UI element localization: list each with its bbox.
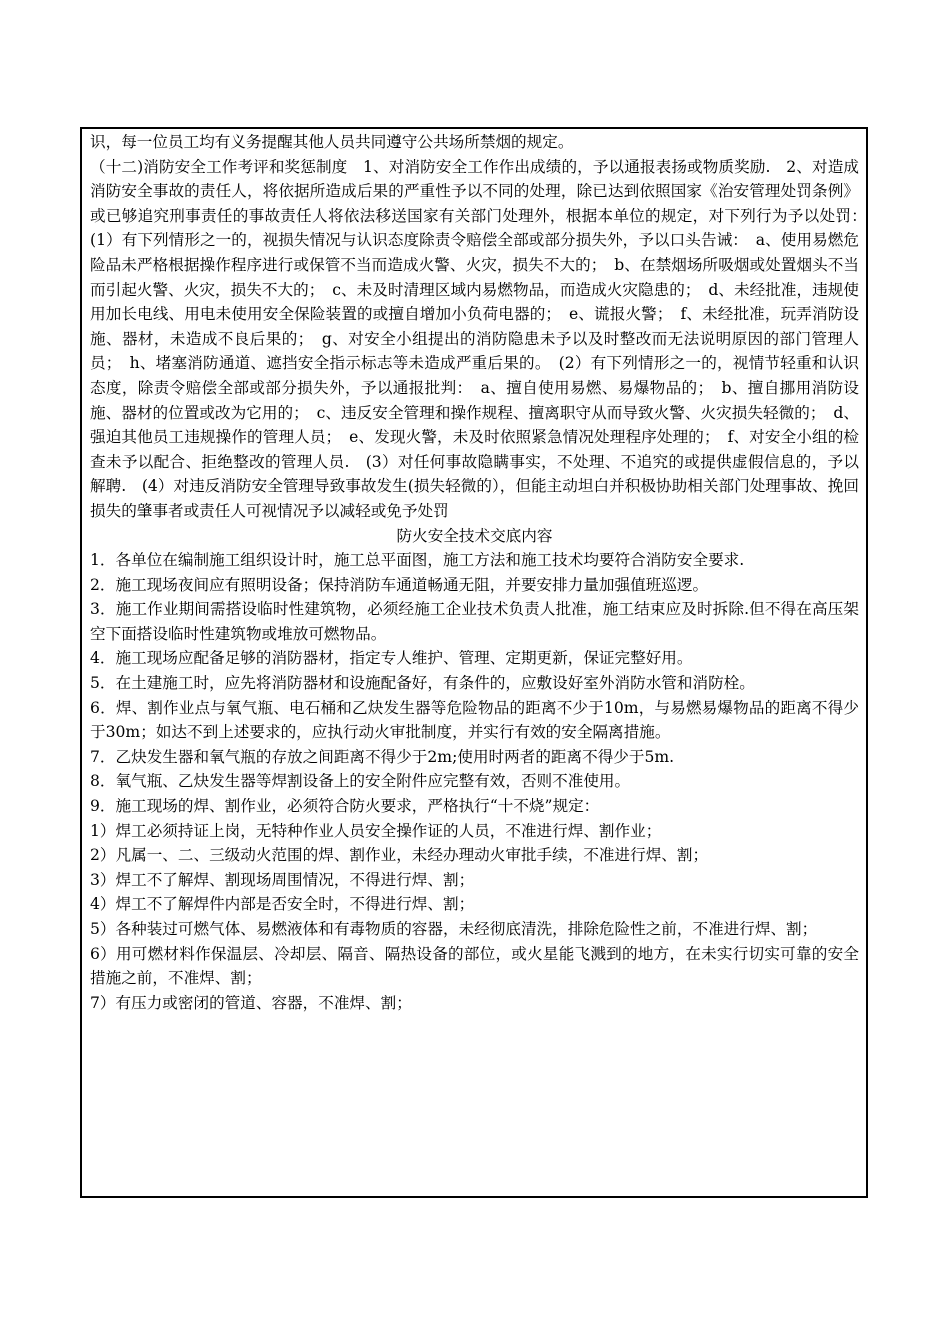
list-item: 2．施工现场夜间应有照明设备；保持消防车通道畅通无阻，并要安排力量加强值班巡逻。 (90, 575, 709, 594)
list-item: 7．乙炔发生器和氧气瓶的存放之间距离不得少于2m;使用时两者的距离不得少于5m. (90, 747, 675, 766)
list-item: 1）焊工必须持证上岗，无特种作业人员安全操作证的人员，不准进行焊、割作业； (90, 821, 662, 840)
list-item: 5）各种装过可燃气体、易燃液体和有毒物质的容器，未经彻底清洗，排除危险性之前，不准进行焊、割； (90, 920, 818, 938)
document-content-box (80, 127, 875, 1198)
list-item: 4．施工现场应配备足够的消防器材，指定专人维护、管理、定期更新，保证完整好用。 (90, 649, 693, 668)
intro-paragraph-continuation: 识，每一位员工均有义务提醒其他人员共同遵守公共场所禁烟的规定。 (90, 133, 574, 151)
list-item: 6．焊、割作业点与氧气瓶、电石桶和乙炔发生器等危险物品的距离不少于10m，与易燃易爆物品的距离不得少于30m；如达不到上述要求的，应执行动火审批制度，并实行有效的安全隔离措施。 (90, 698, 859, 742)
list-item: 3．施工作业期间需搭设临时性建筑物，必须经施工企业技术负责人批准，施工结束应及时拆除.但不得在高压架空下面搭设临时性建筑物或堆放可燃物品。 (90, 600, 859, 643)
list-item: 9．施工现场的焊、割作业，必须符合防火要求，严格执行“十不烧”规定： (90, 797, 600, 816)
list-item: 3）焊工不了解焊、割现场周围情况，不得进行焊、割； (90, 870, 475, 889)
list-item: 7）有压力或密闭的管道、容器，不准焊、割； (90, 993, 412, 1012)
list-item: 2）凡属一、二、三级动火范围的焊、割作业，未经办理动火审批手续，不准进行焊、割； (90, 846, 709, 865)
list-item: 6）用可燃材料作保温层、冷却层、隔音、隔热设备的部位，或火星能飞溅到的地方，在未实行切实可靠的安全措施之前，不准焊、割； (90, 944, 859, 988)
list-item: 4）焊工不了解焊件内部是否安全时，不得进行焊、割； (90, 895, 475, 914)
list-item: 1．各单位在编制施工组织设计时，施工总平面图，施工方法和施工技术均要符合消防安全要求. (90, 551, 745, 570)
list-item: 8．氧气瓶、乙炔发生器等焊割设备上的安全附件应完整有效，否则不准使用。 (90, 772, 631, 791)
intro-paragraph-rewards-penalties: （十二)消防安全工作考评和奖惩制度 1、对消防安全工作作出成绩的，予以通报表扬或物质奖励. 2、对造成消防安全事故的责任人，将依据所造成后果的严重性予以不同的处理，除已达到依照国家《治安管理处罚条例》或已够追究刑事责任的事故责任人将依法移送国家有关部门处理外，根据本单位的规定，对下列行为予以处罚： (1）有下列情形之一的，视损失情况与认识态度除责令赔偿全部或部分损失外，予以口头告诫： a、使用易燃危险品未严格根据操作程序进行或保管不当而造成火警、火灾，损失不大的； b、在禁烟场所吸烟或处置烟头不当而引起火警、火灾，损失不大的； c、未及时清理区域内易燃物品，而造成火灾隐患的； d、未经批准，违规使用加长电线、用电未使用安全保险装置的或擅自增加小负荷电器的； e、谎报火警； f、未经批准，玩弄消防设施、器材，未造成不良后果的； g、对安全小组提出的消防隐患未予以及时整改而无法说明原因的部门管理人员； h、堵塞消防通道、遮挡安全指示标志等未造成严重后果的。 (2）有下列情形之一的，视情节轻重和认识态度，除责令赔偿全部或部分损失外，予以通报批判： a、擅自使用易燃、易爆物品的； b、擅自挪用消防设施、器材的位置或改为它用的； c、违反安全管理和操作规程、擅离职守从而导致火警、火灾损失轻微的； d、强迫其他员工违规操作的管理人员； e、发现火警，未及时依照紧急情况处理程序处理的； f、对安全小组的检查未予以配合、拒绝整改的管理人员. (3）对任何事故隐瞒事实，不处理、不追究的或提供虚假信息的，予以解聘. (4）对违反消防安全管理导致事故发生(损失轻微的），但能主动坦白并积极协助相关部门处理事故、挽回损失的肇事者或责任人可视情况予以减轻或免予处罚 (90, 157, 875, 520)
section-title: 防火安全技术交底内容 (396, 526, 553, 545)
list-item: 5．在土建施工时，应先将消防器材和设施配备好，有条件的，应敷设好室外消防水管和消防栓。 (90, 674, 755, 693)
